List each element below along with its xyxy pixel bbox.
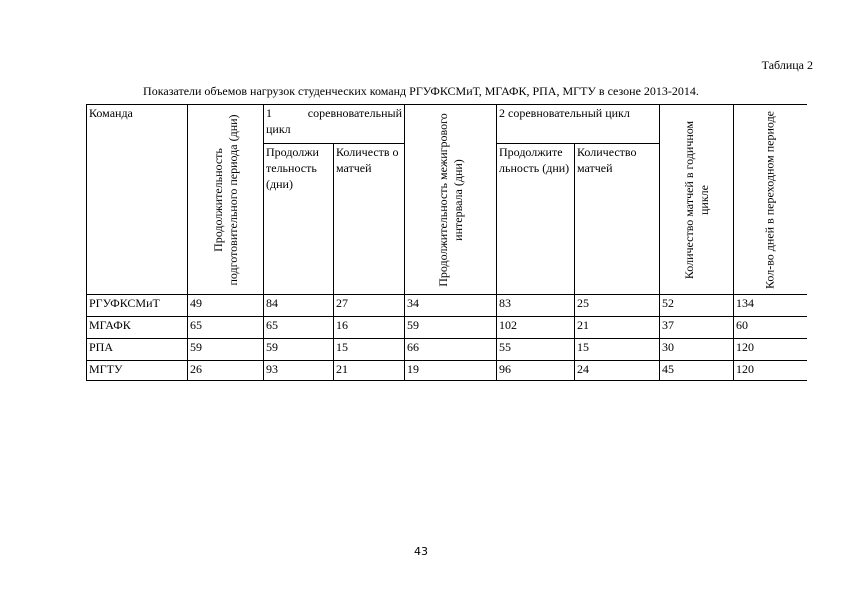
cell-transition: 120 [734,339,807,361]
cell-interval: 66 [405,339,497,361]
cell-c2-days: 83 [497,295,575,317]
data-table [86,104,807,381]
cell-team: РПА [87,339,188,361]
table-number: Таблица 2 [761,58,813,72]
header-cycle2: 2 соревновательный цикл [497,105,660,144]
cell-c1-days: 65 [264,317,334,339]
cell-c2-matches: 21 [575,317,660,339]
cell-annual: 45 [660,361,734,381]
cell-prep: 49 [188,295,264,317]
cell-team: РГУФКСМиТ [87,295,188,317]
header-prep-period: Продолжительность подготовительного периода (дни) [188,105,264,295]
table-title: Показатели объемов нагрузок студенческих команд РГУФКСМиТ, МГАФК, РПА, МГТУ в сезоне 2013-2014. [143,84,699,98]
cell-c1-days: 84 [264,295,334,317]
header-cycle1-matches: Количеств о матчей [334,144,405,295]
cell-c2-days: 96 [497,361,575,381]
header-interval: Продолжительность межигрового интервала (дни) [405,105,497,295]
cell-c1-matches: 21 [334,361,405,381]
cell-annual: 37 [660,317,734,339]
cell-c2-days: 55 [497,339,575,361]
cell-prep: 59 [188,339,264,361]
header-row-top [87,105,807,144]
cell-prep: 65 [188,317,264,339]
header-annual-matches: Количество матчей в годичном цикле [660,105,734,295]
header-cycle2-duration: Продолжите льность (дни) [497,144,575,295]
header-cycle2-matches: Количество матчей [575,144,660,295]
cell-annual: 30 [660,339,734,361]
cell-interval: 19 [405,361,497,381]
cell-interval: 34 [405,295,497,317]
cell-team: МГТУ [87,361,188,381]
cell-c2-days: 102 [497,317,575,339]
cell-c1-matches: 16 [334,317,405,339]
cell-c1-days: 59 [264,339,334,361]
table-row [87,361,807,381]
page-number: 43 [414,545,428,558]
header-transition-days: Кол-во дней в переходном периоде [734,105,807,295]
header-cycle1-duration: Продолжи тельность (дни) [264,144,334,295]
cell-transition: 120 [734,361,807,381]
cell-transition: 60 [734,317,807,339]
cell-interval: 59 [405,317,497,339]
table-row [87,317,807,339]
cell-c1-matches: 27 [334,295,405,317]
cell-prep: 26 [188,361,264,381]
cell-c2-matches: 25 [575,295,660,317]
cell-c2-matches: 24 [575,361,660,381]
cell-team: МГАФК [87,317,188,339]
cell-annual: 52 [660,295,734,317]
cell-c2-matches: 15 [575,339,660,361]
header-team: Команда [87,105,188,295]
table-row [87,339,807,361]
header-cycle1: 1 соревновательный цикл [264,105,405,144]
cell-transition: 134 [734,295,807,317]
table-row [87,295,807,317]
cell-c1-matches: 15 [334,339,405,361]
cell-c1-days: 93 [264,361,334,381]
